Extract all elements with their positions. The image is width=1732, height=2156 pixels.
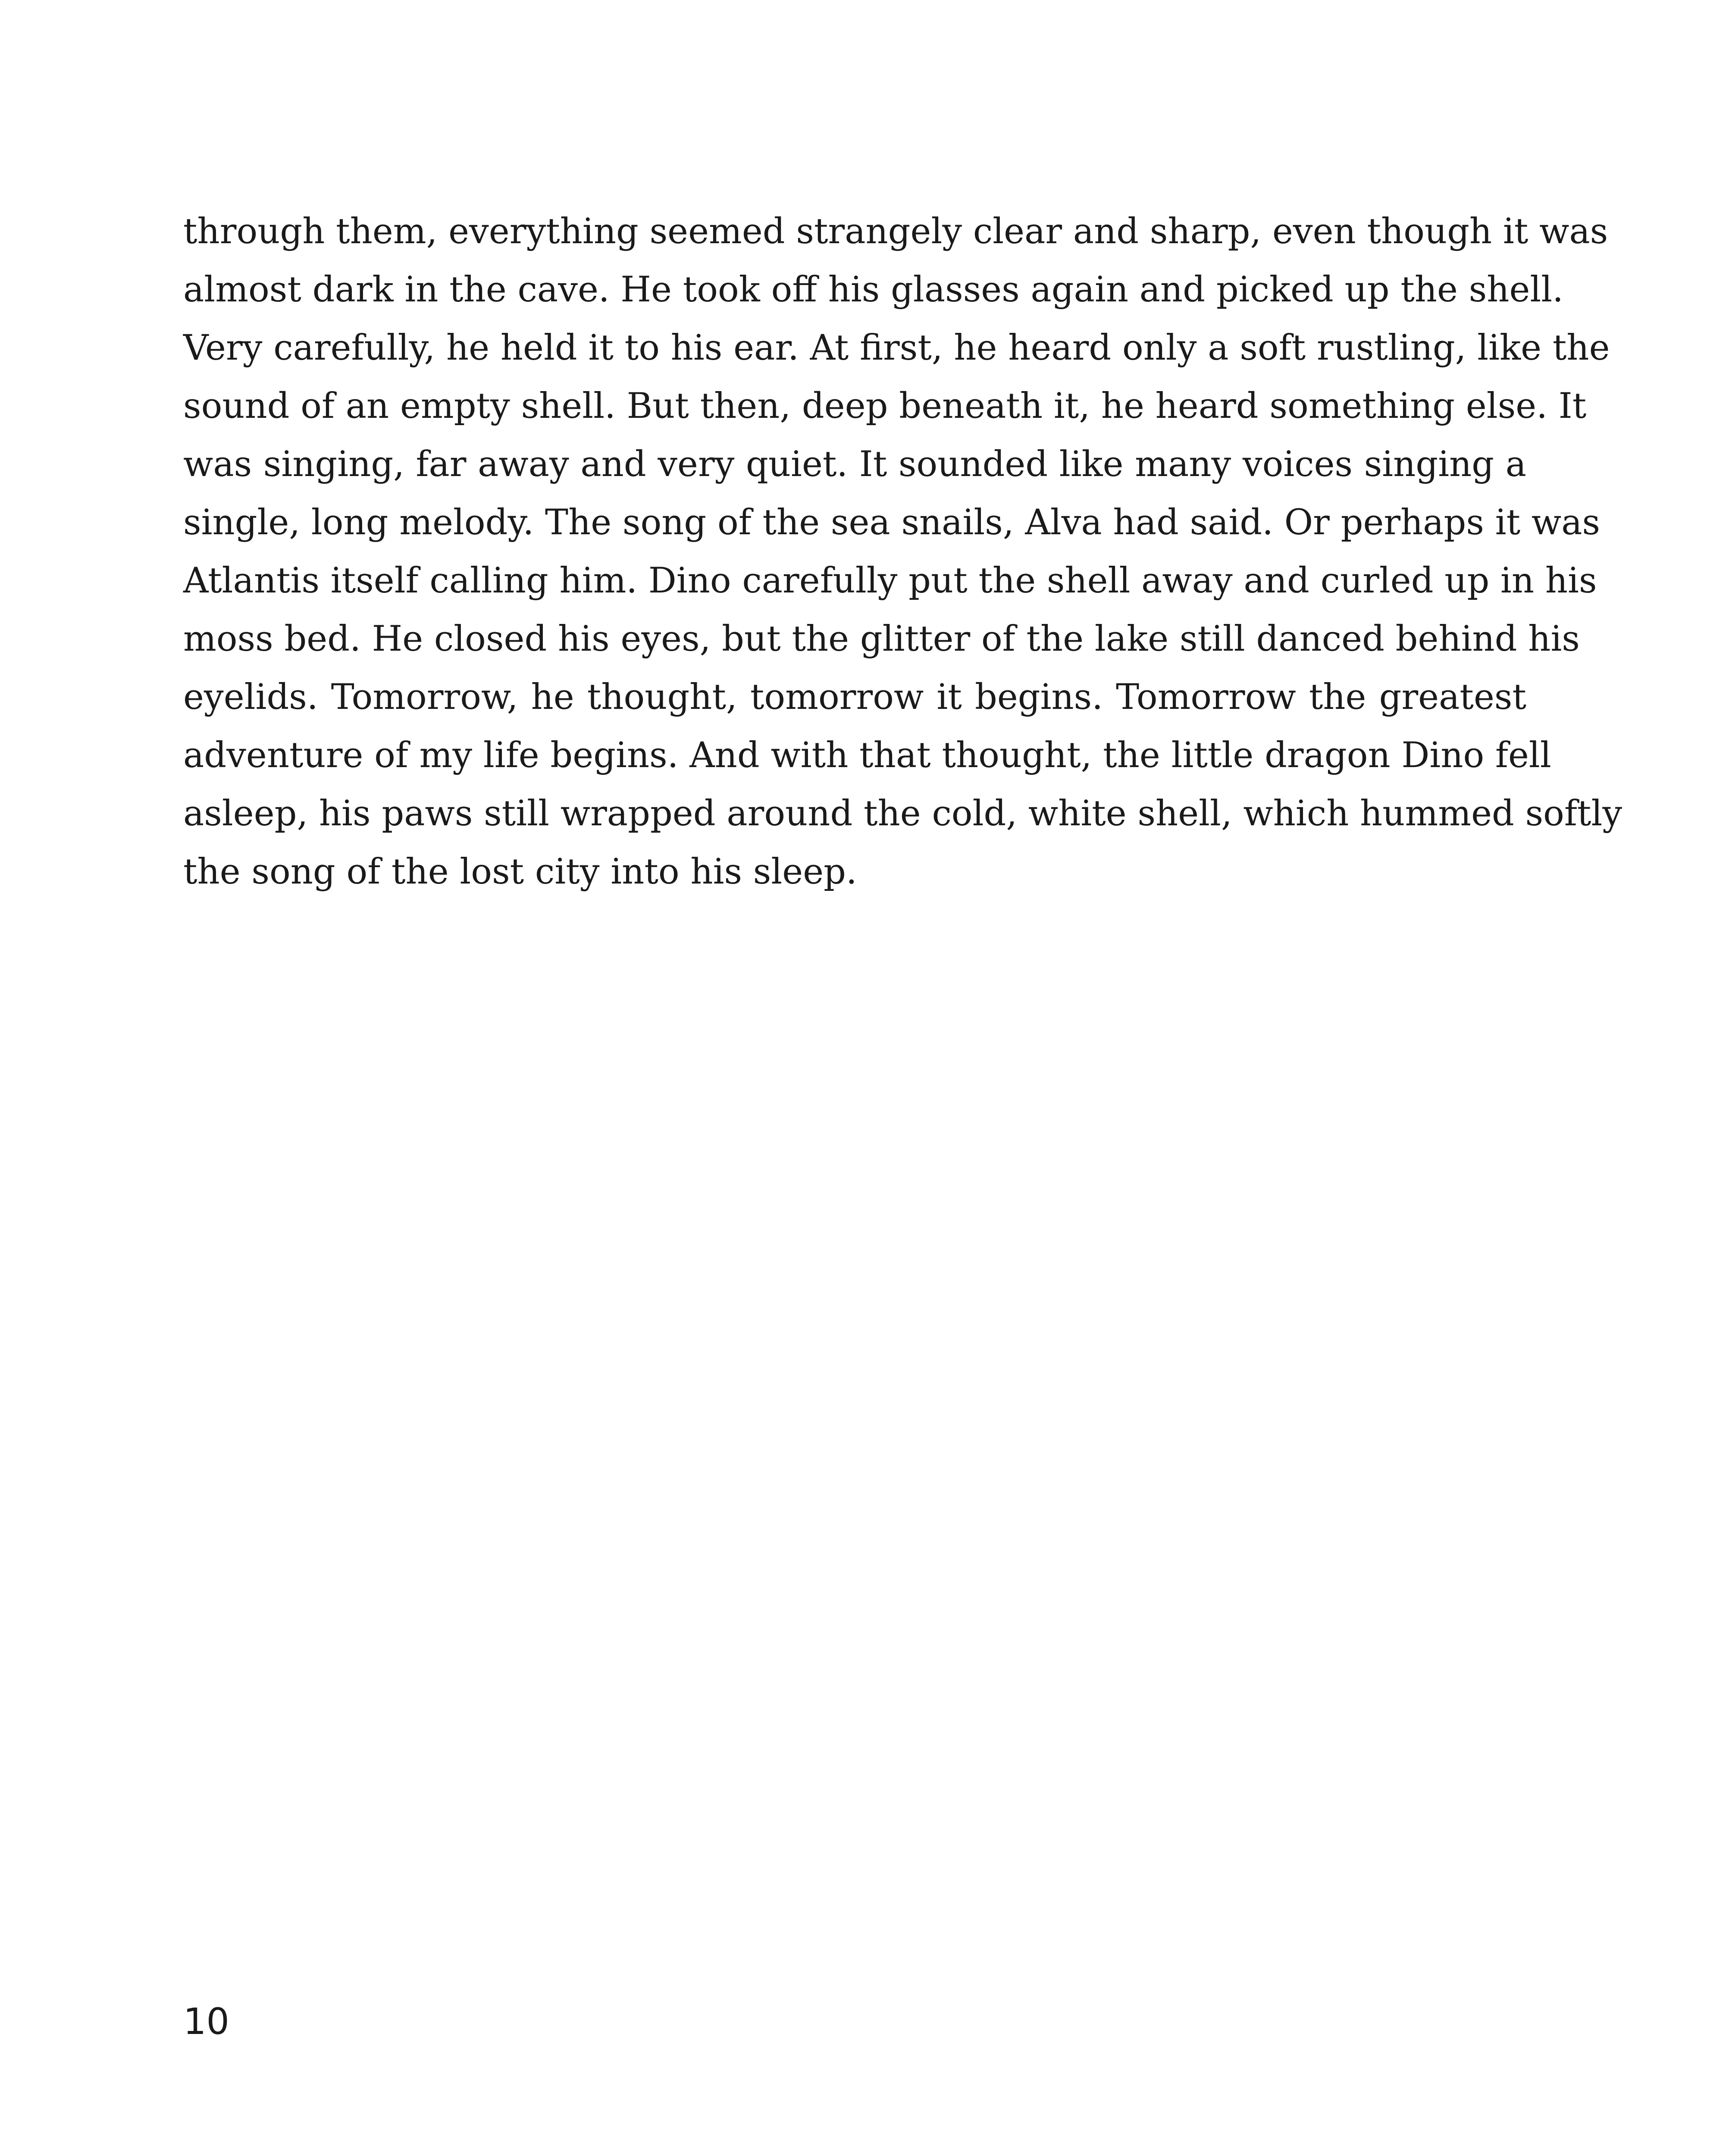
page-number: 10 — [183, 2000, 229, 2043]
paragraph-line-10: adventure of my life begins. And with that thought, the little dragon Dino fell — [183, 735, 1551, 776]
paragraph-line-3: Very carefully, he held it to his ear. At first, he heard only a soft rustling, like the — [183, 328, 1610, 368]
paragraph-line-8: moss bed. He closed his eyes, but the glitter of the lake still danced behind his — [183, 619, 1580, 659]
paragraph-line-1: through them, everything seemed strangely clear and sharp, even though it was — [183, 211, 1608, 252]
paragraph-line-7: Atlantis itself calling him. Dino carefully put the shell away and curled up in his — [183, 561, 1597, 601]
paragraph-line-5: was singing, far away and very quiet. It sounded like many voices singing a — [183, 444, 1526, 485]
story-paragraph — [183, 203, 1622, 901]
paragraph-line-6: single, long melody. The song of the sea snails, Alva had said. Or perhaps it was — [183, 502, 1600, 543]
paragraph-line-12: the song of the lost city into his sleep. — [183, 852, 857, 892]
paragraph-line-9: eyelids. Tomorrow, he thought, tomorrow it begins. Tomorrow the greatest — [183, 677, 1526, 718]
paragraph-line-2: almost dark in the cave. He took off his glasses again and picked up the shell. — [183, 270, 1563, 310]
paragraph-line-11: asleep, his paws still wrapped around the cold, white shell, which hummed softly — [183, 793, 1622, 834]
paragraph-line-4: sound of an empty shell. But then, deep beneath it, he heard something else. It — [183, 386, 1587, 426]
